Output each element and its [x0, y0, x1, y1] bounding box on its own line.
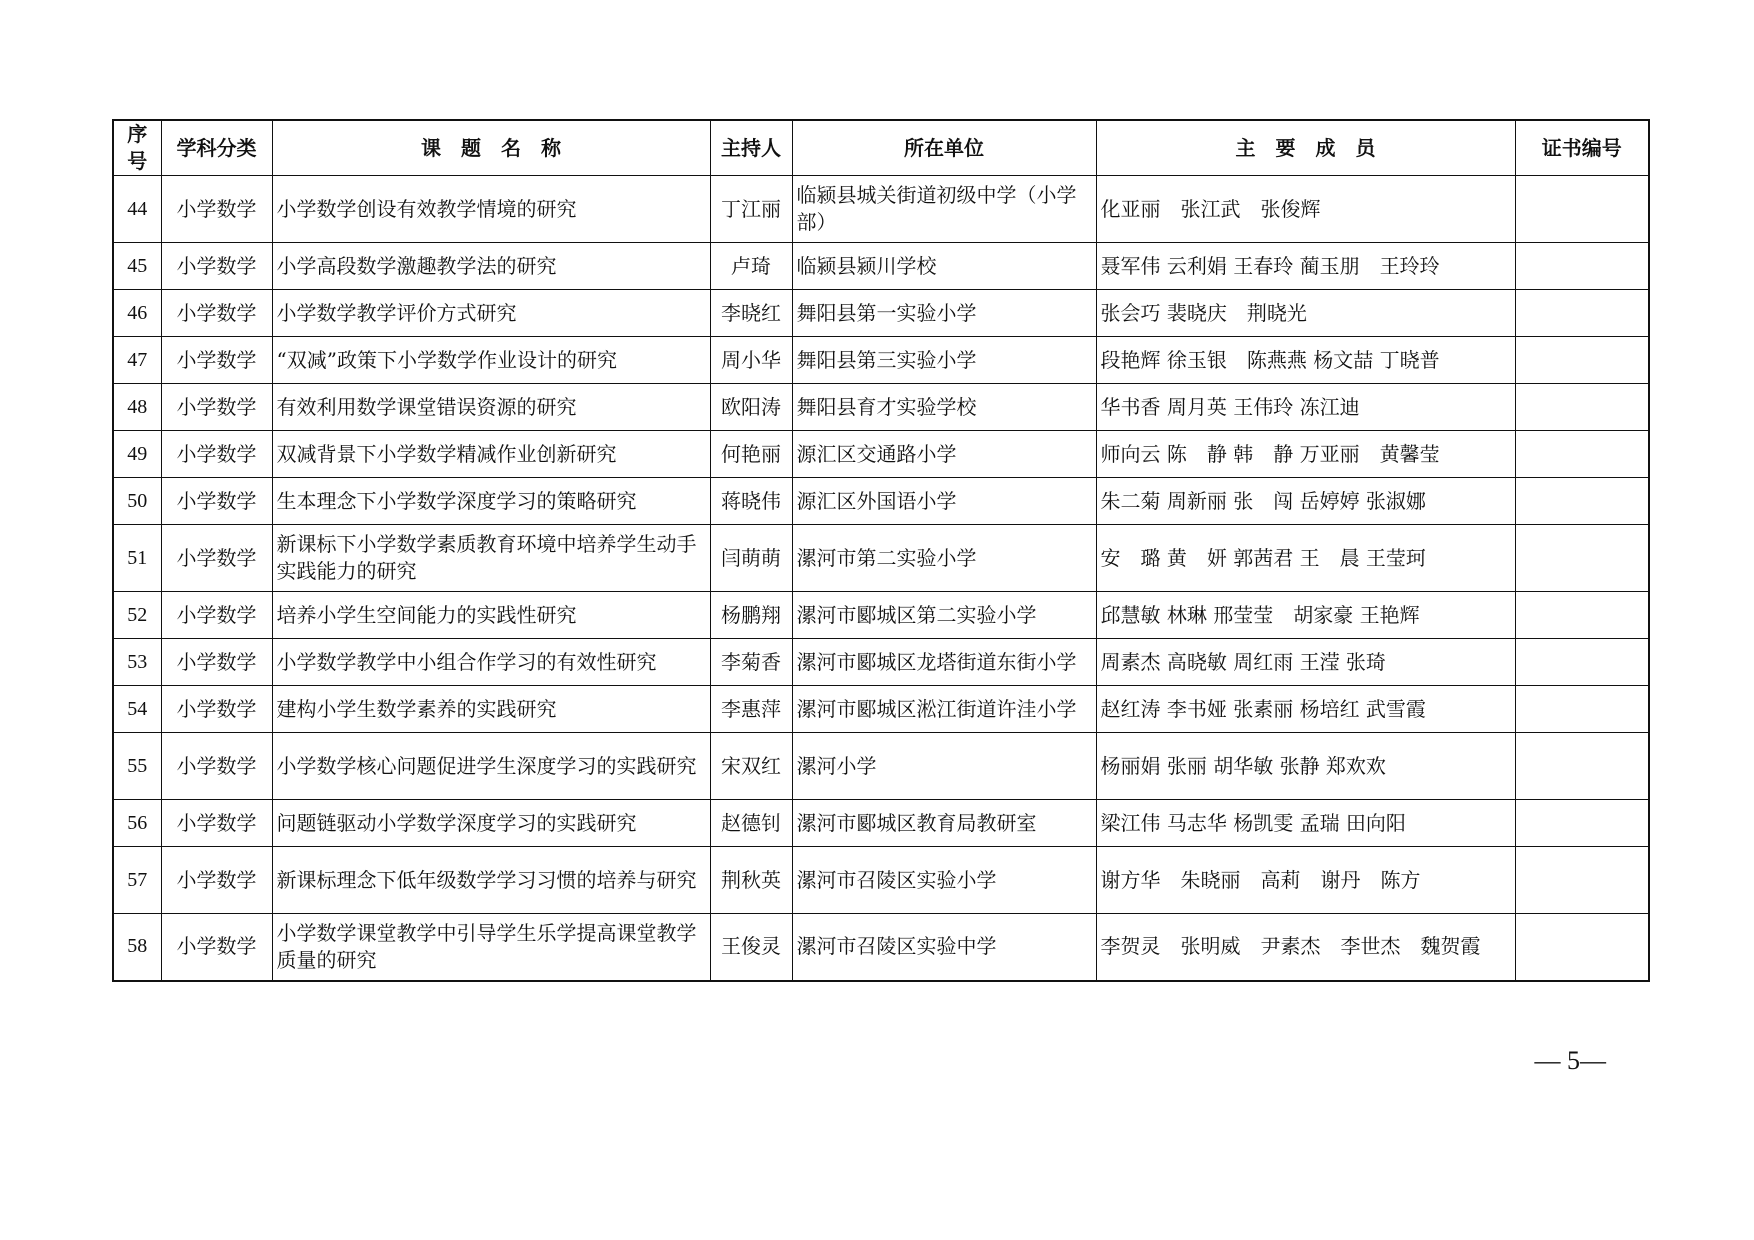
cell-subject: 小学数学 — [161, 686, 272, 733]
page-number: — 5— — [1534, 1046, 1606, 1075]
header-host: 主持人 — [710, 120, 792, 176]
cell-unit: 漯河市第二实验小学 — [792, 525, 1096, 592]
cell-topic: 小学数学课堂教学中引导学生乐学提高课堂教学质量的研究 — [272, 914, 710, 981]
table-row — [113, 847, 1649, 914]
cell-subject: 小学数学 — [161, 243, 272, 290]
cell-topic: 小学数学教学中小组合作学习的有效性研究 — [272, 639, 710, 686]
cell-members: 朱二菊 周新丽 张 闯 岳婷婷 张淑娜 — [1096, 478, 1515, 525]
cell-no: 45 — [113, 243, 161, 290]
cell-cert — [1515, 639, 1649, 686]
cell-cert — [1515, 478, 1649, 525]
cell-subject: 小学数学 — [161, 800, 272, 847]
cell-unit: 漯河市郾城区龙塔街道东街小学 — [792, 639, 1096, 686]
cell-no: 49 — [113, 431, 161, 478]
cell-topic: 小学数学教学评价方式研究 — [272, 290, 710, 337]
cell-host: 李晓红 — [710, 290, 792, 337]
cell-cert — [1515, 243, 1649, 290]
header-subject: 学科分类 — [161, 120, 272, 176]
cell-unit: 源汇区外国语小学 — [792, 478, 1096, 525]
cell-unit: 临颍县颍川学校 — [792, 243, 1096, 290]
cell-subject: 小学数学 — [161, 337, 272, 384]
cell-unit: 临颍县城关街道初级中学（小学部） — [792, 176, 1096, 243]
cell-no: 44 — [113, 176, 161, 243]
table-body — [113, 176, 1649, 981]
cell-subject: 小学数学 — [161, 733, 272, 800]
cell-subject: 小学数学 — [161, 290, 272, 337]
cell-unit: 舞阳县育才实验学校 — [792, 384, 1096, 431]
cell-subject: 小学数学 — [161, 431, 272, 478]
cell-subject: 小学数学 — [161, 847, 272, 914]
table-row — [113, 800, 1649, 847]
cell-unit: 漯河市郾城区教育局教研室 — [792, 800, 1096, 847]
cell-cert — [1515, 384, 1649, 431]
cell-members: 聂军伟 云利娟 王春玲 蔺玉朋 王玲玲 — [1096, 243, 1515, 290]
cell-topic: 小学高段数学激趣教学法的研究 — [272, 243, 710, 290]
cell-subject: 小学数学 — [161, 639, 272, 686]
cell-subject: 小学数学 — [161, 478, 272, 525]
cell-host: 李菊香 — [710, 639, 792, 686]
cell-unit: 源汇区交通路小学 — [792, 431, 1096, 478]
cell-unit: 漯河市召陵区实验小学 — [792, 847, 1096, 914]
cell-cert — [1515, 337, 1649, 384]
cell-no: 54 — [113, 686, 161, 733]
cell-topic: “双减”政策下小学数学作业设计的研究 — [272, 337, 710, 384]
cell-subject: 小学数学 — [161, 592, 272, 639]
cell-no: 52 — [113, 592, 161, 639]
cell-host: 周小华 — [710, 337, 792, 384]
cell-host: 赵德钊 — [710, 800, 792, 847]
cell-host: 卢琦 — [710, 243, 792, 290]
table-row — [113, 243, 1649, 290]
cell-host: 杨鹏翔 — [710, 592, 792, 639]
cell-members: 梁江伟 马志华 杨凯雯 孟瑞 田向阳 — [1096, 800, 1515, 847]
cell-subject: 小学数学 — [161, 914, 272, 981]
cell-unit: 漯河市召陵区实验中学 — [792, 914, 1096, 981]
document-page — [112, 119, 1648, 982]
cell-cert — [1515, 592, 1649, 639]
cell-no: 48 — [113, 384, 161, 431]
cell-members: 张会巧 裴晓庆 荆晓光 — [1096, 290, 1515, 337]
cell-unit: 漯河市郾城区淞江街道许洼小学 — [792, 686, 1096, 733]
cell-host: 荆秋英 — [710, 847, 792, 914]
cell-members: 师向云 陈 静 韩 静 万亚丽 黄馨莹 — [1096, 431, 1515, 478]
table-row — [113, 686, 1649, 733]
cell-host: 丁江丽 — [710, 176, 792, 243]
cell-members: 谢方华 朱晓丽 高莉 谢丹 陈方 — [1096, 847, 1515, 914]
cell-unit: 漯河市郾城区第二实验小学 — [792, 592, 1096, 639]
table-row — [113, 639, 1649, 686]
cell-host: 宋双红 — [710, 733, 792, 800]
cell-cert — [1515, 914, 1649, 981]
cell-cert — [1515, 290, 1649, 337]
cell-subject: 小学数学 — [161, 176, 272, 243]
header-cert: 证书编号 — [1515, 120, 1649, 176]
project-table — [112, 119, 1650, 982]
table-row — [113, 914, 1649, 981]
cell-members: 段艳辉 徐玉银 陈燕燕 杨文喆 丁晓普 — [1096, 337, 1515, 384]
table-row — [113, 525, 1649, 592]
cell-no: 46 — [113, 290, 161, 337]
cell-subject: 小学数学 — [161, 384, 272, 431]
cell-topic: 双减背景下小学数学精减作业创新研究 — [272, 431, 710, 478]
table-row — [113, 384, 1649, 431]
header-no: 序号 — [113, 120, 161, 176]
cell-cert — [1515, 525, 1649, 592]
cell-no: 53 — [113, 639, 161, 686]
cell-topic: 新课标理念下低年级数学学习习惯的培养与研究 — [272, 847, 710, 914]
cell-topic: 有效利用数学课堂错误资源的研究 — [272, 384, 710, 431]
cell-cert — [1515, 733, 1649, 800]
cell-host: 闫萌萌 — [710, 525, 792, 592]
cell-cert — [1515, 686, 1649, 733]
cell-host: 蒋晓伟 — [710, 478, 792, 525]
cell-cert — [1515, 431, 1649, 478]
cell-no: 51 — [113, 525, 161, 592]
header-unit: 所在单位 — [792, 120, 1096, 176]
cell-no: 55 — [113, 733, 161, 800]
cell-members: 赵红涛 李书娅 张素丽 杨培红 武雪霞 — [1096, 686, 1515, 733]
table-header-row — [113, 120, 1649, 176]
cell-topic: 生本理念下小学数学深度学习的策略研究 — [272, 478, 710, 525]
cell-members: 华书香 周月英 王伟玲 冻江迪 — [1096, 384, 1515, 431]
cell-host: 李惠萍 — [710, 686, 792, 733]
cell-topic: 问题链驱动小学数学深度学习的实践研究 — [272, 800, 710, 847]
table-row — [113, 290, 1649, 337]
cell-members: 安 璐 黄 妍 郭茜君 王 晨 王莹珂 — [1096, 525, 1515, 592]
cell-subject: 小学数学 — [161, 525, 272, 592]
cell-unit: 舞阳县第三实验小学 — [792, 337, 1096, 384]
table-row — [113, 176, 1649, 243]
cell-members: 周素杰 高晓敏 周红雨 王滢 张琦 — [1096, 639, 1515, 686]
cell-members: 化亚丽 张江武 张俊辉 — [1096, 176, 1515, 243]
cell-cert — [1515, 176, 1649, 243]
cell-members: 杨丽娟 张丽 胡华敏 张静 郑欢欢 — [1096, 733, 1515, 800]
table-row — [113, 733, 1649, 800]
cell-no: 58 — [113, 914, 161, 981]
cell-no: 57 — [113, 847, 161, 914]
cell-topic: 小学数学创设有效教学情境的研究 — [272, 176, 710, 243]
table-row — [113, 431, 1649, 478]
cell-unit: 漯河小学 — [792, 733, 1096, 800]
header-topic: 课 题 名 称 — [272, 120, 710, 176]
cell-topic: 培养小学生空间能力的实践性研究 — [272, 592, 710, 639]
cell-unit: 舞阳县第一实验小学 — [792, 290, 1096, 337]
cell-topic: 小学数学核心问题促进学生深度学习的实践研究 — [272, 733, 710, 800]
cell-host: 王俊灵 — [710, 914, 792, 981]
cell-no: 56 — [113, 800, 161, 847]
cell-topic: 建构小学生数学素养的实践研究 — [272, 686, 710, 733]
cell-host: 欧阳涛 — [710, 384, 792, 431]
header-members: 主 要 成 员 — [1096, 120, 1515, 176]
cell-members: 邱慧敏 林琳 邢莹莹 胡家豪 王艳辉 — [1096, 592, 1515, 639]
table-row — [113, 478, 1649, 525]
cell-topic: 新课标下小学数学素质教育环境中培养学生动手实践能力的研究 — [272, 525, 710, 592]
cell-no: 50 — [113, 478, 161, 525]
cell-members: 李贺灵 张明威 尹素杰 李世杰 魏贺霞 — [1096, 914, 1515, 981]
cell-host: 何艳丽 — [710, 431, 792, 478]
table-row — [113, 592, 1649, 639]
table-row — [113, 337, 1649, 384]
cell-cert — [1515, 800, 1649, 847]
cell-cert — [1515, 847, 1649, 914]
cell-no: 47 — [113, 337, 161, 384]
